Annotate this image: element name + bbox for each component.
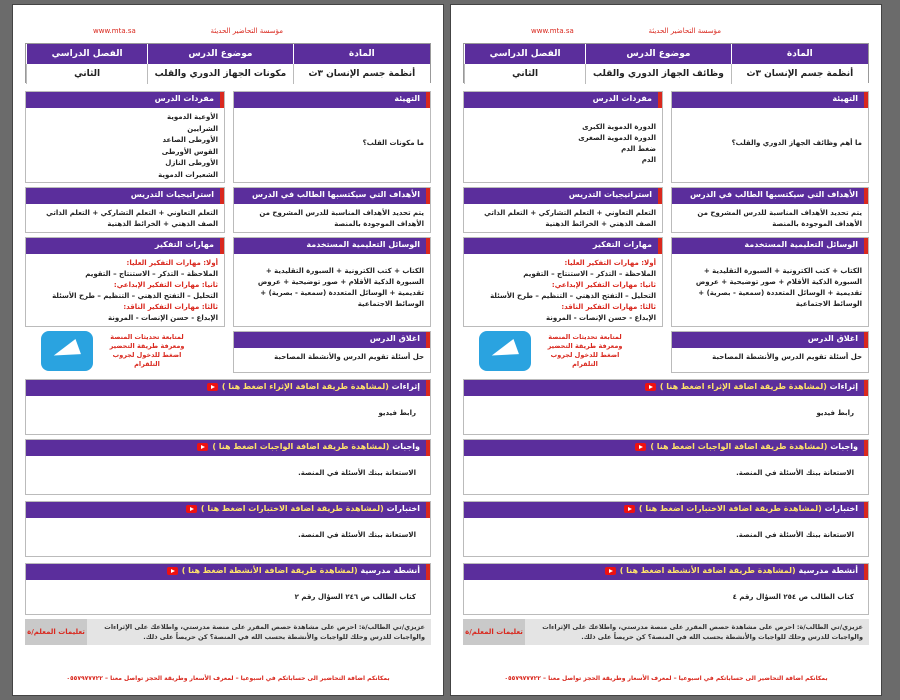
closing-title: اغلاق الدرس [234, 332, 430, 348]
notes-label: تعليمات المعلم/ة [25, 619, 87, 645]
lesson-value: مكونات الجهاز الدوري والقلب [147, 64, 292, 84]
tools-section [233, 237, 431, 327]
page-top-bar [23, 27, 433, 41]
enrich-link[interactable]: (لمشاهدة طريقة اضافة الإثراء اضغط هنا ) [659, 382, 827, 391]
homework-text: الاستعانة ببنك الأسئلة في المنصة. [298, 469, 416, 477]
tests-section [463, 501, 869, 557]
lesson-value: وظائف الجهاز الدوري والقلب [585, 64, 730, 84]
youtube-icon[interactable] [605, 567, 616, 575]
lesson-label: موضوع الدرس [147, 44, 292, 64]
telegram-icon[interactable] [41, 331, 93, 371]
vocab-item: الأوعية الدموية [167, 113, 218, 121]
telegram-text[interactable]: لمتابعة تحديثات المنصة ومعرفة طريقة التحضير اضغط للدخول لجروب التلقرام [109, 333, 185, 368]
warmup-title: التهيئة [234, 92, 430, 108]
thinking-list: الإبداع - حسن الإنصات - المرونة [545, 314, 656, 322]
enrich-title: إثراءات [391, 382, 420, 391]
enrich-link[interactable]: (لمشاهدة طريقة اضافة الإثراء اضغط هنا ) [221, 382, 389, 391]
strategies-section [25, 187, 225, 233]
tests-link[interactable]: (لمشاهدة طريقة اضافة الاختبارات اضغط هنا ) [200, 504, 384, 513]
vocab-section [25, 91, 225, 183]
activity-link[interactable]: (لمشاهدة طريقة اضافة الأنشطة اضغط هنا ) [181, 566, 358, 575]
enrich-section [463, 379, 869, 435]
activity-title: أنشطة مدرسية [360, 566, 420, 575]
semester-label: الفصل الدراسي [464, 44, 585, 64]
vocab-item: الدم [641, 156, 656, 164]
thinking-list: التحليل – التفتح الذهني – التنظيم – طرح الأسئلة [52, 292, 218, 300]
youtube-icon[interactable] [635, 443, 646, 451]
thinking-heading: أولا: مهارات التفكير العليا: [564, 259, 656, 267]
site-url[interactable]: www.mta.sa [531, 27, 574, 35]
activity-section [463, 563, 869, 615]
notes-text: عزيزي/تي الطالب/ة: احرص على مشاهدة حصص المقرر على منصة مدرستي، واطلاعك على الإثراءات والواجبات للدرس وحلك للواجبات والأنشطة بحسب الله في المنصة؟ كن حريصاً على ذلك. [525, 619, 869, 645]
youtube-icon[interactable] [167, 567, 178, 575]
warmup-section [671, 91, 869, 183]
vocab-title: مفردات الدرس [464, 92, 662, 108]
strategies-title: استراتيجيات التدريس [26, 188, 224, 204]
tests-title: اختبارات [824, 504, 858, 513]
enrich-text: رابط فيديو [378, 409, 416, 417]
vocab-item: الشعيرات الدموية [158, 170, 218, 179]
subject-value: أنظمة جسم الإنسان ٣ث [731, 64, 868, 84]
objectives-text: يتم تحديد الأهداف المناسبة للدرس المشروح من الأهداف الموجودة بالمنصة [697, 209, 862, 228]
objectives-title: الأهداف التي سيكتسبها الطالب في الدرس [672, 188, 868, 204]
page-top-bar [461, 27, 871, 41]
homework-link[interactable]: (لمشاهدة طريقة اضافة الواجبات اضغط هنا ) [650, 442, 828, 451]
youtube-icon[interactable] [197, 443, 208, 451]
site-url[interactable]: www.mta.sa [93, 27, 136, 35]
tests-text: الاستعانة ببنك الأسئلة في المنصة. [736, 531, 854, 539]
homework-title: واجبات [392, 442, 420, 451]
objectives-title: الأهداف التي سيكتسبها الطالب في الدرس [234, 188, 430, 204]
vocab-section [463, 91, 663, 183]
warmup-text: ما مكونات القلب؟ [362, 139, 424, 147]
semester-value: الثاني [464, 64, 585, 84]
teacher-notes [25, 619, 431, 645]
thinking-heading: ثالثا: مهارات التفكير الناقد: [123, 303, 218, 311]
lesson-plan-page-1 [450, 4, 882, 696]
activity-text: كتاب الطالب ص ٢٥٤ السؤال رقم ٤ [732, 593, 854, 601]
homework-section [25, 439, 431, 495]
vocab-item: الشرايين [187, 124, 218, 133]
vocab-item: الأورطى النازل [165, 159, 218, 167]
thinking-list: الملاحظة – التذكر – الاستنتاج – التقويم [85, 270, 218, 278]
thinking-list: الملاحظة – التذكر – الاستنتاج – التقويم [523, 270, 656, 278]
objectives-text: يتم تحديد الأهداف المناسبة للدرس المشروح من الأهداف الموجودة بالمنصة [259, 209, 424, 228]
homework-link[interactable]: (لمشاهدة طريقة اضافة الواجبات اضغط هنا ) [212, 442, 390, 451]
closing-section [233, 331, 431, 373]
tools-section [671, 237, 869, 327]
thinking-list: التحليل – التفتح الذهني – التنظيم – طرح الأسئلة [490, 292, 656, 300]
vocab-item: القوس الأورطى [161, 147, 218, 156]
org-name: مؤسسة التحاضير الحديثة [210, 27, 283, 35]
activity-title: أنشطة مدرسية [798, 566, 858, 575]
homework-title: واجبات [830, 442, 858, 451]
thinking-list: الإبداع - حسن الإنصات - المرونة [107, 314, 218, 322]
warmup-section [233, 91, 431, 183]
vocab-item: ضغط الدم [621, 145, 656, 153]
vocab-title: مفردات الدرس [26, 92, 224, 108]
subject-label: المادة [731, 44, 868, 64]
enrich-text: رابط فيديو [816, 409, 854, 417]
warmup-text: ما أهم وظائف الجهاز الدوري والقلب؟ [731, 139, 862, 147]
enrich-title: إثراءات [829, 382, 858, 391]
thinking-section [25, 237, 225, 327]
lesson-header-table [463, 43, 869, 83]
semester-label: الفصل الدراسي [26, 44, 147, 64]
tools-title: الوسائل التعليمية المستخدمة [234, 238, 430, 254]
enrich-section [25, 379, 431, 435]
lesson-header-table [25, 43, 431, 83]
thinking-heading: ثانيا: مهارات التفكير الإبداعي: [551, 281, 656, 289]
notes-label: تعليمات المعلم/ة [463, 619, 525, 645]
tests-text: الاستعانة ببنك الأسئلة في المنصة. [298, 531, 416, 539]
page-footer: بمكانكم اضافة التحاضير الى حساباتكم في اسبوعيا – لمعرف الأسعار وطريقة الحجز تواصل معنا – ٠٥٥٧٩٧٧٧٢٢ [504, 675, 828, 682]
telegram-promo[interactable] [479, 331, 633, 371]
telegram-promo[interactable] [41, 331, 195, 371]
thinking-title: مهارات التفكير [464, 238, 662, 254]
closing-title: اغلاق الدرس [672, 332, 868, 348]
tools-text: الكتاب + كتب الكترونية + السبورة التقليدية + السبورة الذكية الأقلام + صور توضيحية + عروض تقديمية + الوسائل المتعددة (سمعية - بصرية) + الوسائط الاجتماعية [695, 267, 862, 308]
thinking-heading: ثالثا: مهارات التفكير الناقد: [561, 303, 656, 311]
tools-text: الكتاب + كتب الكترونية + السبورة التقليدية + السبورة الذكية الأقلام + صور توضيحية + عروض تقديمية + الوسائل المتعددة (سمعية - بصرية) + الوسائط الاجتماعية [257, 267, 424, 308]
activity-link[interactable]: (لمشاهدة طريقة اضافة الأنشطة اضغط هنا ) [619, 566, 796, 575]
homework-section [463, 439, 869, 495]
closing-text: حل أسئلة تقويم الدرس والأنشطة المصاحبة [712, 353, 862, 361]
lesson-label: موضوع الدرس [585, 44, 730, 64]
vocab-item: الدورة الدموية الصغرى [578, 134, 656, 142]
tests-title: اختبارات [386, 504, 420, 513]
page-footer: بمكانكم اضافة التحاضير الى حساباتكم في اسبوعيا – لمعرف الأسعار وطريقة الحجز تواصل معنا – ٠٥٥٧٩٧٧٧٢٢ [66, 675, 390, 682]
objectives-section [671, 187, 869, 233]
tests-link[interactable]: (لمشاهدة طريقة اضافة الاختبارات اضغط هنا ) [638, 504, 822, 513]
thinking-heading: أولا: مهارات التفكير العليا: [126, 259, 218, 267]
vocab-item: الأورطى الصاعد [162, 136, 218, 144]
thinking-heading: ثانيا: مهارات التفكير الإبداعي: [113, 281, 218, 289]
youtube-icon[interactable] [645, 383, 656, 391]
telegram-text[interactable]: لمتابعة تحديثات المنصة ومعرفة طريقة التحضير اضغط للدخول لجروب التلقرام [547, 333, 623, 368]
warmup-title: التهيئة [672, 92, 868, 108]
tests-section [25, 501, 431, 557]
subject-value: أنظمة جسم الإنسان ٣ث [293, 64, 430, 84]
subject-label: المادة [293, 44, 430, 64]
homework-text: الاستعانة ببنك الأسئلة في المنصة. [736, 469, 854, 477]
telegram-icon[interactable] [479, 331, 531, 371]
strategies-section [463, 187, 663, 233]
strategies-text: التعلم التعاوني + التعلم التشاركي + التعلم الذاتي الصف الذهني + الخرائط الذهنية [484, 209, 656, 228]
objectives-section [233, 187, 431, 233]
vocab-item: الدورة الدموية الكبرى [582, 123, 656, 131]
activity-section [25, 563, 431, 615]
strategies-text: التعلم التعاوني + التعلم التشاركي + التعلم الذاتي الصف الذهني + الخرائط الذهنية [46, 209, 218, 228]
closing-text: حل أسئلة تقويم الدرس والأنشطة المصاحبة [274, 353, 424, 361]
youtube-icon[interactable] [624, 505, 635, 513]
thinking-title: مهارات التفكير [26, 238, 224, 254]
youtube-icon[interactable] [186, 505, 197, 513]
tools-title: الوسائل التعليمية المستخدمة [672, 238, 868, 254]
org-name: مؤسسة التحاضير الحديثة [648, 27, 721, 35]
strategies-title: استراتيجيات التدريس [464, 188, 662, 204]
thinking-section [463, 237, 663, 327]
lesson-plan-page-2 [12, 4, 444, 696]
closing-section [671, 331, 869, 373]
notes-text: عزيزي/تي الطالب/ة: احرص على مشاهدة حصص المقرر على منصة مدرستي، واطلاعك على الإثراءات والواجبات للدرس وحلك للواجبات والأنشطة بحسب الله في المنصة؟ كن حريصاً على ذلك. [87, 619, 431, 645]
semester-value: الثاني [26, 64, 147, 84]
teacher-notes [463, 619, 869, 645]
youtube-icon[interactable] [207, 383, 218, 391]
activity-text: كتاب الطالب ص ٢٤٦ السؤال رقم ٢ [294, 593, 416, 601]
